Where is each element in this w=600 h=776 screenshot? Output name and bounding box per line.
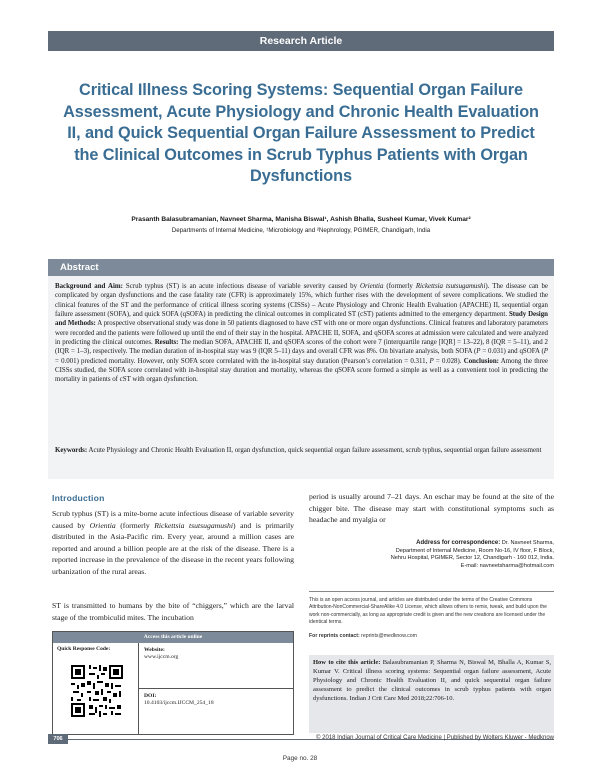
footer-journal: © 2018 Indian Journal of Critical Care Medicine | Published by Wolters Kluwer - Medknow: [316, 735, 554, 741]
background-label: Background and Aim:: [55, 283, 123, 290]
website-label: Website:: [144, 647, 165, 653]
results-text: The median SOFA, APACHE II, and qSOFA scores of the cohort were 7 (interquartile range [IQR] = 13–22), 8 (IQR = 5–11), and 2 (IQR = 1–3), respectively. The median duration of in-hospital stay was 9 (IQR 5–11) days and overall CFR was 8%. On bivariate analysis, both SOFA (: [55, 339, 549, 356]
correspondence-line: Nehru Hospital, PGIMER, Sector 12, Chandigarh - 160 012, India.: [390, 555, 554, 562]
article-type-banner: Research Article: [48, 31, 554, 51]
viewer-page-number: Page no. 28: [282, 755, 318, 762]
orientia-italic: Orientia: [89, 520, 116, 530]
intro-text: Scrub typhus (ST) is a mite-borne acute infectious disease of variable severity caused by: [52, 509, 294, 530]
conclusion-text: Among the three CISSs studied, the SOFA score correlated with in-hospital stay duration and mortality, whereas the qSOFA score formed a simple as well as a convenient tool in predicting the mortality in patients of cST with organ dysfunction.: [55, 357, 548, 384]
website-link[interactable]: www.ijccm.org: [144, 654, 179, 660]
rickettsia-italic: Rickettsia tsutsugamushi: [415, 283, 486, 290]
p-symbol: P: [429, 357, 434, 365]
affiliations: Departments of Internal Medicine, ¹Microbiology and ²Nephrology, PGIMER, Chandigarh, India: [171, 227, 431, 234]
article-title: Critical Illness Scoring Systems: Sequential Organ Failure Assessment, Acute Physiology and Chronic Health Evaluation II, and Quick Sequential Organ Failure Assessment to Predict the Clinical Outcomes in Scrub Typhus Patients with Organ Dysfunctions: [63, 81, 539, 185]
citation-body: Balasubramanian P, Sharma N, Biswal M, Bhalla A, Kumar S, Kumar V. Critical illness scoring systems: Sequential organ failure assessment, Acute Physiology and Chronic Health Evaluation II, and quick sequential organ failure assessment to predict the clinical outcomes in scrub typhus patients with organ dysfunctions. Indian J Crit Care Med 2018;22:706-10.: [313, 659, 551, 702]
qr-code-icon[interactable]: [69, 663, 125, 719]
qr-label: Quick Response Code:: [57, 646, 111, 652]
results-text: = 0.001) predicted mortality. However, only SOFA score correlated with the in-hospital stay duration (Pearson’s correlation = 0.311,: [55, 357, 430, 365]
correspondence-label: Address for correspondence:: [416, 540, 501, 546]
intro-paragraph-2: ST is transmitted to humans by the bite of “chiggers,” which are the larval stage of the trombiculid mites. The incubation: [52, 601, 294, 622]
reprints-email[interactable]: reprints@medknow.com: [359, 633, 417, 639]
background-text: Scrub typhus (ST) is an acute infectious disease of variable severity caused by: [122, 283, 361, 290]
introduction-heading: Introduction: [52, 493, 105, 503]
orientia-italic: Orientia: [360, 283, 384, 290]
background-text: (formerly: [383, 283, 416, 290]
author-list: Prasanth Balasubramanian, Navneet Sharma, Manisha Biswal¹, Ashish Bhalla, Susheel Kumar, Vivek Kumar²: [131, 216, 471, 223]
rickettsia-italic: Rickettsia tsutsugamushi: [154, 520, 234, 530]
correspondence-line: Department of Internal Medicine, Room No-16, IV floor, F Block,: [395, 547, 554, 554]
design-text: A prospective observational study was done in 50 patients diagnosed to have cST with one or more organ dysfunctions. Clinical features and laboratory parameters were recorded and the patients were followed up until the end of their stay in the hospital. APACHE II, SOFA, and qSOFA scores at admission were calculated and were analyzed in predicting the clinical outcomes.: [55, 320, 548, 347]
correspondence-name: Dr. Navneet Sharma,: [500, 540, 554, 546]
reprints-contact: [309, 633, 554, 639]
intro-paragraph-1: [52, 508, 294, 578]
correspondence-address: [309, 540, 554, 570]
intro-text: ) and is primarily distributed in the Asia-Pacific rim. Every year, around a million cases are reported and around a billion people are at the risk of the disease. There is a reported increase in the prevalence of the disease in the recent years following urbanization of the rural areas.: [52, 520, 294, 576]
abstract-heading: Abstract: [48, 259, 554, 276]
keywords: [55, 446, 548, 455]
intro-text: (formerly: [115, 520, 155, 530]
access-online-heading: Access this article online: [53, 632, 293, 643]
intro-paragraph-3: period is usually around 7–21 days. An eschar may be found at the site of the chigger bite. The disease may start with constitutional symptoms such as headache and myalgia or: [309, 492, 554, 525]
license-statement: This is an open access journal, and articles are distributed under the terms of the Creative Commons Attribution-NonCommercial-ShareAlike 4.0 License, which allows others to remix, tweak, and build upon the work non-commercially, as long as appropriate credit is given and the new creations are licensed under the identical terms.: [309, 597, 547, 625]
doi-link[interactable]: 10.4103/ijccm.IJCCM_254_18: [144, 700, 214, 706]
doi-label: DOI:: [144, 693, 157, 699]
doi-cell: [139, 689, 294, 735]
abstract-body: [55, 282, 548, 385]
correspondence-email[interactable]: E-mail: navneetsharma@hotmail.com: [460, 562, 554, 569]
keywords-text: Acute Physiology and Chronic Health Evaluation II, organ dysfunction, quick sequential organ failure assessment, scrub typhus, sequential organ failure assessment: [87, 447, 542, 454]
p-symbol: P: [543, 348, 548, 356]
page-number-badge: 706: [48, 734, 68, 744]
results-text: = 0.028).: [433, 357, 462, 365]
keywords-label: Keywords:: [55, 447, 88, 454]
p-symbol: P: [476, 348, 481, 356]
citation-label: How to cite this article:: [313, 659, 381, 666]
conclusion-label: Conclusion:: [463, 357, 499, 365]
website-cell: [139, 643, 294, 689]
divider: [309, 591, 554, 592]
background-text: ). The disease can be complicated by organ dysfunctions and the case fatality rate (CFR) is approximately 15%, which further rises with the development of severe complications. We studied the clinical features of the ST and the performance of critical illness scoring systems (CISSs) – Acute Physiology and Chronic Health Evaluation (APACHE) II, sequential organ failure assessment (SOFA), and quick SOFA (qSOFA) in predicting the clinical outcomes in complicated ST (cST) patients admitted to the emergency department.: [55, 283, 548, 319]
access-online-box: [52, 631, 294, 735]
reprints-label: For reprints contact:: [309, 633, 360, 639]
citation-text: [313, 659, 551, 704]
results-text: = 0.031) and qSOFA (: [480, 348, 544, 356]
qr-cell: [53, 643, 139, 735]
design-label: Study Design and Methods:: [55, 311, 548, 328]
results-label: Results:: [154, 339, 179, 347]
